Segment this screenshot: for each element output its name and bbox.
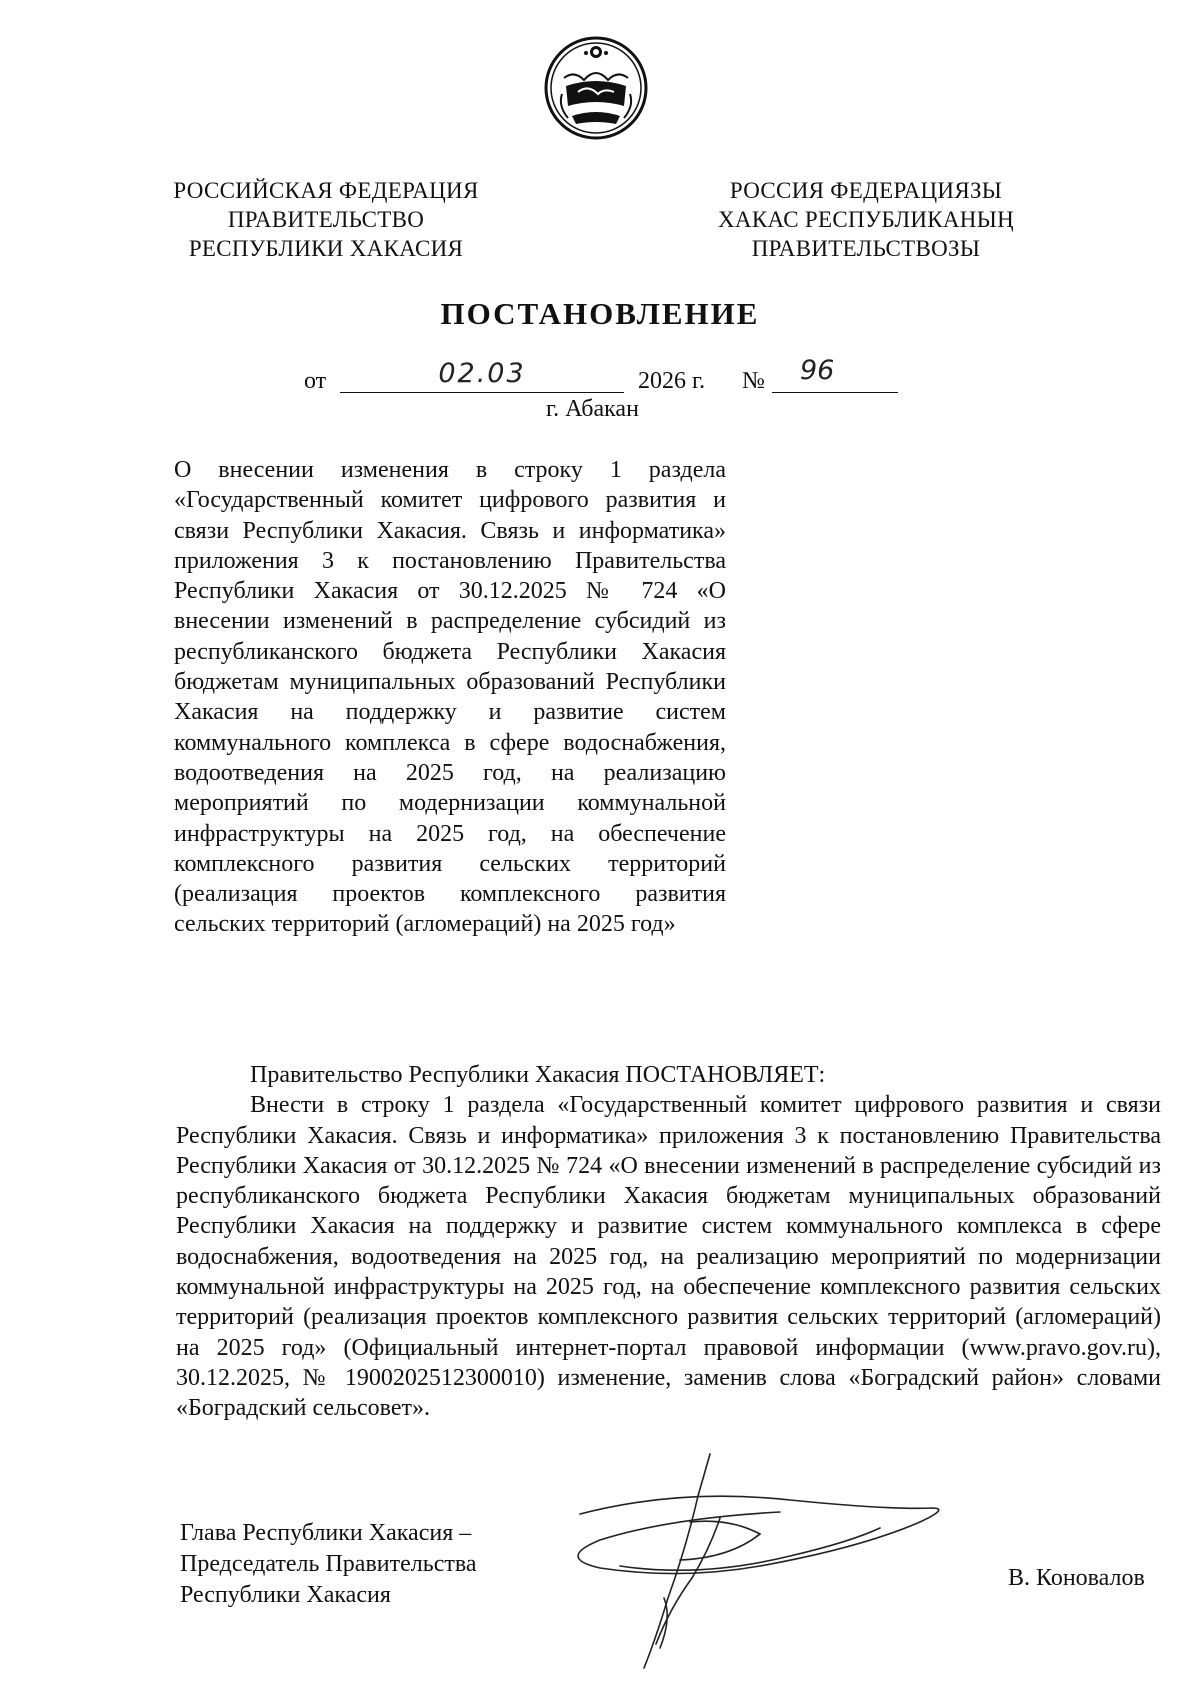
header-left-line-3: РЕСПУБЛИКИ ХАКАСИЯ <box>188 236 464 261</box>
signatory-name: В. Коновалов <box>1008 1565 1145 1591</box>
date-prefix: от <box>304 368 327 394</box>
document-title: ПОСТАНОВЛЕНИЕ <box>440 296 760 331</box>
header-right-line-3: ПРАВИТЕЛЬСТВОЗЫ <box>751 236 981 261</box>
header-right-line-2: ХАКАС РЕСПУБЛИКАНЫҢ <box>718 207 1014 232</box>
header-right-line-1: РОССИЯ ФЕДЕРАЦИЯЗЫ <box>729 178 1003 203</box>
date-year: 2026 г. <box>638 368 706 394</box>
city: г. Абакан <box>546 396 639 422</box>
body <box>176 1060 1161 1424</box>
signatory-position <box>180 1518 477 1611</box>
date-underline <box>340 392 624 393</box>
header-left <box>140 176 512 263</box>
date-handwritten: 02.03 <box>438 358 526 389</box>
signatory-line-2: Председатель Правительства <box>180 1551 477 1577</box>
number-sign: № <box>742 368 765 394</box>
resolution-text: Внести в строку 1 раздела «Государственный комитет цифрового развития и связи Республики Хакасия. Связь и информатика» приложения 3 к постановлению Правительства Республики Хакасия от 30.12.2025 № 724 «О внесении изменений в распределение субсидий из республиканского бюджета Республики Хакасия бюджетам муниципальных образований Республики Хакасия на поддержку и развитие систем коммунального комплекса в сфере водоснабжения, водоотведения на 2025 год, на реализацию мероприятий по модернизации коммунальной инфраструктуры на 2025 год, на обеспечение комплексного развития сельских территорий (реализация проектов комплексного развития сельских территорий (агломераций) на 2025 год» (Официальный интернет-портал правовой информации (www.pravo.gov.ru), 30.12.2025, № 1900202512300010) изменение, заменив слова «Боградский район» словами «Боградский сельсовет». <box>176 1092 1161 1422</box>
number-underline <box>772 392 898 393</box>
coat-of-arms-icon <box>544 36 648 140</box>
signatory-line-1: Глава Республики Хакасия – <box>180 1520 472 1546</box>
header-left-line-2: ПРАВИТЕЛЬСТВО <box>227 207 425 232</box>
handwritten-signature <box>560 1448 960 1678</box>
header-left-line-1: РОССИЙСКАЯ ФЕДЕРАЦИЯ <box>173 178 479 203</box>
number-handwritten: 96 <box>800 355 835 386</box>
subject-paragraph: О внесении изменения в строку 1 раздела «Государственный комитет цифрового развития и связи Республики Хакасия. Связь и информатика» приложения 3 к постановлению Правительства Республики Хакасия от 30.12.2025 № 724 «О внесении изменений в распределение субсидий из республиканского бюджета Республики Хакасия бюджетам муниципальных образований Республики Хакасия на поддержку и развитие систем коммунального комплекса в сфере водоснабжения, водоотведения на 2025 год, на реализацию мероприятий по модернизации коммунальной инфраструктуры на 2025 год, на обеспечение комплексного развития сельских территорий (реализация проектов комплексного развития сельских территорий (агломераций) на 2025 год» <box>174 457 726 938</box>
header-right <box>680 176 1052 263</box>
signatory-line-3: Республики Хакасия <box>180 1582 391 1608</box>
resolution-intro: Правительство Республики Хакасия ПОСТАНОВЛЯЕТ: <box>250 1062 826 1088</box>
